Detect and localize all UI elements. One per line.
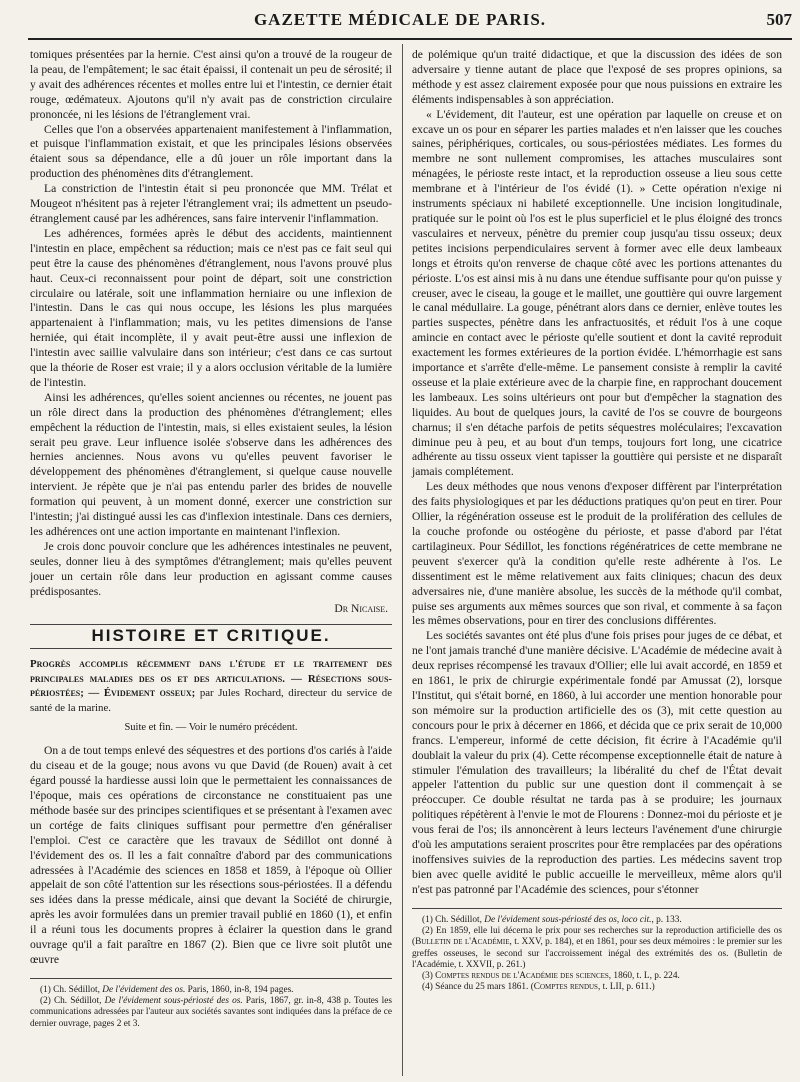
footnote-title: De l'évidement des os. bbox=[102, 984, 186, 995]
footnote-rule bbox=[412, 908, 782, 909]
article-subtitle bbox=[30, 657, 392, 715]
footnote-text: (4) Séance du 25 mars 1861. ( bbox=[422, 982, 534, 993]
paragraph: Je crois donc pouvoir conclure que les adhérences intestinales ne peuvent, seules, donner lieu à des symptômes d'étranglement; mais qu'elles peuvent jouer un certain rôle dans leur production en agissant comme causes prédisposantes. bbox=[30, 539, 392, 598]
footnote-text: t. LII, p. 611.) bbox=[600, 982, 655, 993]
column-divider bbox=[402, 44, 403, 1076]
footnote bbox=[30, 996, 392, 1030]
paragraph: On a de tout temps enlevé des séquestres et des portions d'os cariés à l'aide du ciseau et de la gouge; nous avons vu que David (de Rouen) avait à cet égard poussé la hardiesse aussi loin que le permettaient les connaissances de l'époque, mais ces opérations de circonstance ne constituaient pas une méthode basée sur des principes scientifiques et se présentant à l'examen avec un cortége de faits cliniques suffisant pour permettre d'en généraliser l'emploi. C'est ce caractère que les travaux de Sédillot ont donné à l'évidement des os. Il les a fait connaître d'abord par des communications adressées à l'Académie des sciences en 1858 et 1859, à l'époque où Ollier appelait de son côté l'attention sur les résections sous-périostées. Il a défendu ses idées dans la presse médicale, ainsi que devant la Société de chirurgie, après les avoir formulées dans un premier travail publié en 1860 (1), et enfin il a réuni tous les documents propres à éclairer la question dans le grand ouvrage qu'il a fait paraître en 1867 (2). Bien que ce livre soit plutôt une œuvre bbox=[30, 744, 392, 966]
footnote-title: De l'évidement sous-périosté des os. bbox=[104, 996, 243, 1007]
paragraph: « L'évidement, dit l'auteur, est une opération par laquelle on creuse et on excave un os pour en séparer les parties malades et n'en laisser que les couches saines, périphériques, corticales, ou sous-périostées médiates. Les formes du membre ne sont nullement compromises, les attaches musculaires sont ménagées, le périoste reste intact, et la reproduction osseuse a lieu sous cette membrane et à l'intérieur de l'os évidé (1). » Cette opération n'exige ni instruments spéciaux ni habileté exceptionnelle. Une incision longitudinale, pratiquée sur le point où l'os est le plus superficiel et le plus éloigné des troncs vasculaires et nerveux, pénètre du premier coup jusqu'au tissu osseux; deux petites incisions perpendiculaires servent à former avec elle deux lambeaux longs et étroits qu'on renverse de chaque côté avec les portions attenantes du périoste. L'os est ainsi mis à nu dans une étendue suffisante pour qu'on puisse y creuser, avec le ciseau, la gouge et le maillet, une gouttière qui ouvre largement le canal médullaire. La gouge, pénétrant alors dans ce dernier, enlève toutes les parties suspectes, pénètre dans les anfractuosités, et réduit l'os à une coque amincie en contact avec le périoste qu'elle soutient et dont la cavité reproduit exactement les formes extérieures de la portion évidée. L'hémorrhagie est sans importance et s'arrête d'elle-même. Le pansement consiste à remplir la cavité osseuse et la plaie extérieure avec de la charpie fine, en rapprochant doucement les lambeaux. Les soins ultérieurs ont pour but d'empêcher la stagnation des liquides. Au bout de quelques jours, la cavité de l'os se couvre de bourgeons charnus; il s'en détache parfois de petits séquestres moléculaires; l'excavation diminue peu à peu, et au bout d'un temps, toujours fort long, une cicatrice adhérente au tissu osseux vient tapisser la gouttière qui persiste et ne disparaît jamais complétement. bbox=[412, 107, 782, 479]
paragraph: Les sociétés savantes ont été plus d'une fois prises pour juges de ce débat, et ne l'ont jamais tranché d'une manière décisive. L'Académie de médecine avait à deux reprises récompensé les travaux d'Ollier; elle lui avait accordé, en 1859 et en 1861, le prix de chirurgie expérimentale fondé par Amussat (2), lorsque l'Institut, qui s'était borné, en 1860, à lui accorder une mention honorable pour son mémoire sur la production artificielle des os (3), mit cette question au concours pour le prix à décerner en 1866, et décida que ce prix serait de 10,000 francs. L'empereur, informé de cette décision, fit écrire à l'Académie qu'il doublait la valeur du prix (4). Cette récompense exceptionnelle était de nature à stimuler l'émulation des travailleurs; la libéralité du chef de l'État devait appeler l'attention du public sur une question dont il commençait à se préoccuper. Ce double résultat ne tarda pas à se produire; les journaux politiques répétèrent à l'envie le mot de Flourens : Donnez-moi du périoste et je vous ferai de l'os; ils annoncèrent à leurs lecteurs l'avénement d'une chirurgie d'où les amputations seraient proscrites pour être remplacées par des opérations inoffensives suivies de la reproduction des parties. Les médecins savent trop bien avec quelle avidité le public accueille le merveilleux, même alors qu'il n'est pas patronné par l'Académie des sciences, pour s'étonner bbox=[412, 629, 782, 896]
section-rule-bottom bbox=[30, 648, 392, 649]
footnote-text: (1) Ch. Sédillot, bbox=[422, 914, 485, 925]
footnote-text: 1860, t. L, p. 224. bbox=[611, 971, 680, 982]
paragraph: de polémique qu'un traité didactique, et que la discussion des idées de son adversaire y tienne autant de place que l'exposé de ses propres opinions, sa méthode y est assez clairement exposée pour que nous puissions en extraire les éléments indispensables à son appréciation. bbox=[412, 48, 782, 106]
paragraph: La constriction de l'intestin était si peu prononcée que MM. Trélat et Mougeot n'hésitent pas à rejeter l'étranglement vrai; ils admettent un pseudo-étranglement causé par les adhérences, sans faire intervenir l'inflammation. bbox=[30, 182, 392, 225]
article-subtitle-main: Progrès accomplis récemment dans l'étude et le traitement des principales maladies des os et des articulations. — Résections sous-périostées; — Évidement osseux; bbox=[30, 658, 392, 700]
footnote-text: (2) Ch. Sédillot, bbox=[40, 996, 105, 1007]
footnote bbox=[412, 915, 782, 926]
footnote-text: Paris, 1867, gr. in-8, 438 p. Toutes les communications adressées par l'auteur aux sociétés savantes sont indiquées dans la préface de ce dernier ouvrage, pages 2 et 3. bbox=[30, 996, 392, 1029]
article-subtitle-author: par Jules Rochard, directeur du service de santé de la marine. bbox=[30, 687, 393, 714]
paragraph: Ainsi les adhérences, qu'elles soient anciennes ou récentes, ne jouent pas un rôle direct dans la production des phénomènes d'étranglement; elles empêchent la réduction de l'intestin, mais, si elles existaient seules, la lésion serait peu grave. Leur influence isolée s'observe dans les adhérences des hernies anciennes. Nous avons vu qu'elles peuvent favoriser le développement des phénomènes d'étranglement, si quelque cause nouvelle intervient. Je répète que je n'ai pas entendu parler des brides de nouvelle formation qui peuvent, à un moment donné, exercer une constriction sur l'intestin; j'ai distingué aussi les cas d'inflexion intestinale. Dans ces derniers, les adhérences ont une action importante en maintenant l'inflexion. bbox=[30, 390, 392, 538]
section-title: HISTOIRE ET CRITIQUE. bbox=[91, 626, 331, 646]
footnote-title: De l'évidement sous-périosté des os, loco cit., bbox=[484, 914, 654, 925]
footnote-text: Paris, 1860, in-8, 194 pages. bbox=[185, 984, 294, 995]
footnote-title: Comptes rendus de l'Académie des sciences, bbox=[435, 971, 612, 982]
footnote-title: Bulletin de l'Académie, bbox=[415, 937, 512, 948]
author-signature: Dr Nicaise. bbox=[334, 601, 388, 615]
footnote-title: Comptes rendus, bbox=[533, 982, 601, 993]
footnote bbox=[412, 926, 782, 971]
paragraph: Les deux méthodes que nous venons d'exposer diffèrent par l'interprétation des faits physiologiques et par les déductions pratiques qu'on peut en tirer. Pour Ollier, la régénération osseuse est le produit de la prolifération des cellules de la couche profonde ou ostéogène du périoste, et passe d'abord par l'état cartilagineux. Pour Sédillot, les fonctions régénératrices de cette membrane ne peuvent s'exercer qu'à la condition qu'elle reste adhérente à l'os. Le dissentiment est le même relativement aux faits cliniques; chacun des deux adversaires nie, d'une manière absolue, les succès de la méthode qu'il combat, puise ses arguments aux mêmes sources que son rival, et commente à sa façon les mêmes observations, pour en tirer des conclusions différentes. bbox=[412, 480, 782, 628]
page-header bbox=[0, 10, 800, 38]
footnote-text: t. XXV, p. 184), et en 1861, pour ses deux mémoires : le premier sur les greffes osseuses, le second sur l'accroissement inégal des extrémités des os. (Bulletin de l'Académie, t. XXVII, p. 261.) bbox=[412, 937, 782, 970]
header-rule bbox=[28, 38, 792, 40]
footnote-text: (1) Ch. Sédillot, bbox=[40, 984, 103, 995]
continuation-note: Suite et fin. — Voir le numéro précédent. bbox=[124, 722, 298, 734]
footnote-text: p. 133. bbox=[653, 914, 682, 925]
paragraph: Celles que l'on a observées appartenaient manifestement à l'inflammation, et puisque l'inflammation existait, et que les principales lésions observées étaient sous sa dépendance, elle a dû jouer un rôle important dans la production des phénomènes dits d'étranglement. bbox=[30, 122, 392, 181]
journal-title: GAZETTE MÉDICALE DE PARIS. bbox=[253, 10, 547, 29]
footnote-text: (2) En 1859, elle lui décerna le prix pour ses recherches sur la reproduction artificielle des os ( bbox=[412, 925, 782, 948]
footnote bbox=[412, 982, 782, 993]
footnote bbox=[30, 985, 392, 996]
left-column bbox=[30, 48, 392, 1068]
footnote-rule bbox=[30, 978, 392, 979]
section-rule-top bbox=[30, 624, 392, 625]
paragraph: tomiques présentées par la hernie. C'est ainsi qu'on a trouvé de la rougeur de la peau, de l'empâtement; le sac était épaissi, il contenait un peu de sérosité; il y avait des adhérences récentes et molles entre lui et l'intestin, ce dernier était rouge, œdémateux. Ajoutons qu'il n'y avait pas de constriction circulaire prononcée, ni les lésions de l'étranglement vrai. bbox=[30, 48, 392, 121]
footnote-text: (3) bbox=[422, 971, 436, 982]
page-number: 507 bbox=[766, 10, 792, 29]
footnote bbox=[412, 971, 782, 982]
right-column bbox=[412, 48, 782, 1068]
paragraph: Les adhérences, formées après le début des accidents, maintiennent l'intestin en place, empêchent sa réduction; mais ce n'est pas ce fait seul qui peut être la cause des phénomènes d'étranglement, nous l'avons prouvé plus haut. Ceux-ci reconnaissent pour point de départ, soit une constriction circulaire ou latérale, soit une inflammation herniaire ou une inflexion de l'intestin. Dans le cas qui nous occupe, les lésions les plus marquées appartenaient à l'inflammation; mais, vu les petites dimensions de l'anse herniée, qui était incomplète, il y avait peut-être aussi une inflexion de l'intestin avec saillie valvulaire dans son intérieur; c'est dans ce cas surtout que la théorie de Roser est vraie; il y a alors occlusion véritable de la lumière de l'intestin. bbox=[30, 226, 392, 389]
